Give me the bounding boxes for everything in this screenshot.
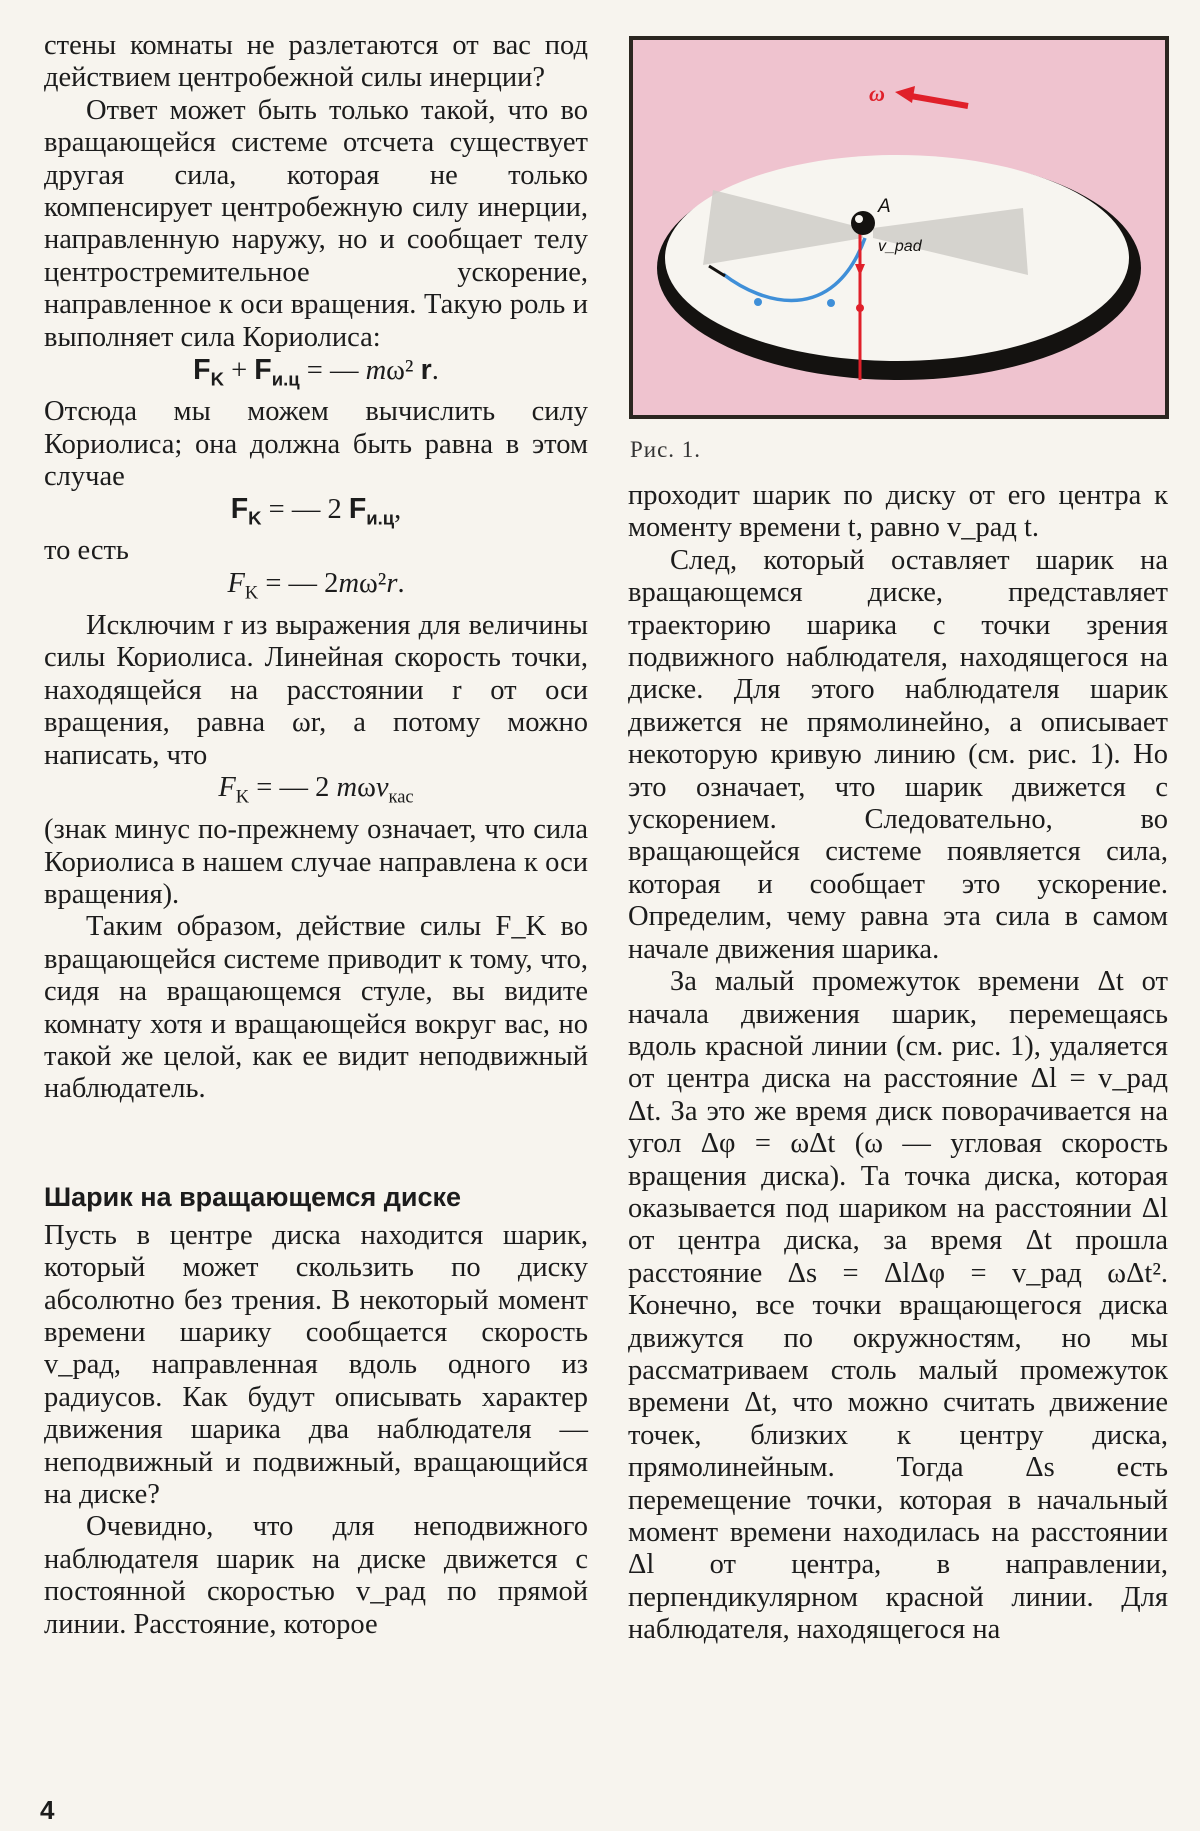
formula-coriolis-1: $F_K$ = — 2 $F_{и.ц}$, xyxy=(230,493,402,530)
red-point xyxy=(856,304,864,312)
figure-illustration xyxy=(633,40,1165,415)
blue-point xyxy=(827,299,835,307)
paragraph-ball-setup: Пусть в центре диска находится шарик, который может скользить по диску абсолютно без трения. В некоторый момент времени шарику сообщается скорость v_рад, направленная вдоль одного из радиусов. Как будут описывать характер движения шарика два наблюдателя — неподвижный и подвижный, вращающийся на диске? xyxy=(44,1219,588,1510)
left-column xyxy=(44,30,588,1641)
formula-coriolis-2: $F_K$ = — 2mω²r. xyxy=(227,567,405,604)
velocity-label: v_pad xyxy=(878,238,922,255)
paragraph-minus-sign: (знак минус по-прежнему означает, что сила Кориолиса в нашем случае направлена к оси вращения). xyxy=(44,814,588,910)
paragraph-that-is: то есть xyxy=(44,535,129,567)
figure-1 xyxy=(629,36,1169,419)
omega-label: ω xyxy=(869,81,885,106)
paragraph-compute: Отсюда мы можем вычислить силу Кориолиса; она должна быть равна в этом случае xyxy=(44,396,588,492)
paragraph-exclude-r: Исключим r из выражения для величины силы Кориолиса. Линейная скорость точки, находящейся на расстоянии r от оси вращения, равна ωr, а потому можно написать, что xyxy=(44,609,588,771)
paragraph-trace: След, который оставляет шарик на вращающемся диске, представляет траекторию шарика с точки зрения подвижного наблюдателя, находящегося на диске. Для этого наблюдателя шарик движется не прямолинейно, а описывает некоторую кривую линию (см. рис. 1). Но это означает, что шарик движется с ускорением. Следовательно, во вращающейся системе появляется сила, которая и сообщает это ускорение. Определим, чему равна эта сила в самом начале движения шарика. xyxy=(628,544,1168,965)
rotating-disk-diagram xyxy=(633,40,1165,415)
formula-force-balance: $F_K + F_{и.ц}$ = — mω² r. xyxy=(193,354,439,390)
paragraph-continued: стены комнаты не разлетаются от вас под действием центробежной силы инерции? xyxy=(44,30,588,94)
blue-point xyxy=(754,298,762,306)
paragraph-fixed-observer: Очевидно, что для неподвижного наблюдателя шарик на диске движется с постоянной скоростью v_рад по прямой линии. Расстояние, которое xyxy=(44,1511,588,1640)
figure-caption: Рис. 1. xyxy=(630,437,702,462)
omega-arrow xyxy=(905,95,968,106)
right-column xyxy=(628,480,1168,1647)
ball-highlight xyxy=(855,215,863,223)
page-number: 4 xyxy=(40,1795,55,1825)
point-label: A xyxy=(878,196,891,217)
section-heading: Шарик на вращающемся диске xyxy=(44,1181,461,1212)
formula-coriolis-3: $F_K$ = — 2 mωv$_{кас}$ xyxy=(218,772,414,808)
omega-arrowhead xyxy=(895,86,915,103)
paragraph-conclusion: Таким образом, действие силы F_K во вращающейся системе приводит к тому, что, сидя на вращающемся стуле, вы видите комнату хотя и вращающейся вокруг вас, но такой же целой, как ее видит неподвижный наблюдатель. xyxy=(44,911,588,1105)
paragraph-answer: Ответ может быть только такой, что во вращающейся системе отсчета существует другая сила, которая не только компенсирует центробежную силу инерции, направленную наружу, но и сообщает телу центростремительное ускорение, направленное к оси вращения. Такую роль и выполняет сила Кориолиса: xyxy=(44,94,588,353)
ball xyxy=(851,211,875,235)
paragraph-distance: проходит шарик по диску от его центра к моменту времени t, равно v_рад t. xyxy=(628,480,1168,544)
paragraph-small-interval: За малый промежуток времени Δt от начала движения шарик, перемещаясь вдоль красной линии (см. рис. 1), удаляется от центра диска на расстояние Δl = v_рад Δt. За это же время диск поворачивается на угол Δφ = ωΔt (ω — угловая скорость вращения диска). Та точка диска, которая оказывается под шариком на расстоянии Δl от центра диска, за время Δt прошла расстояние Δs = ΔlΔφ = v_рад ωΔt². Конечно, все точки вращающегося диска движутся по окружностям, но мы рассматриваем столь малый промежуток времени Δt, что можно считать движение точек, близких к центру диска, прямолинейным. Тогда Δs есть перемещение точки, которая в начальный момент времени находилась на расстоянии Δl от центра, в направлении, перпендикулярном красной линии. Для наблюдателя, находящегося на xyxy=(628,966,1168,1646)
